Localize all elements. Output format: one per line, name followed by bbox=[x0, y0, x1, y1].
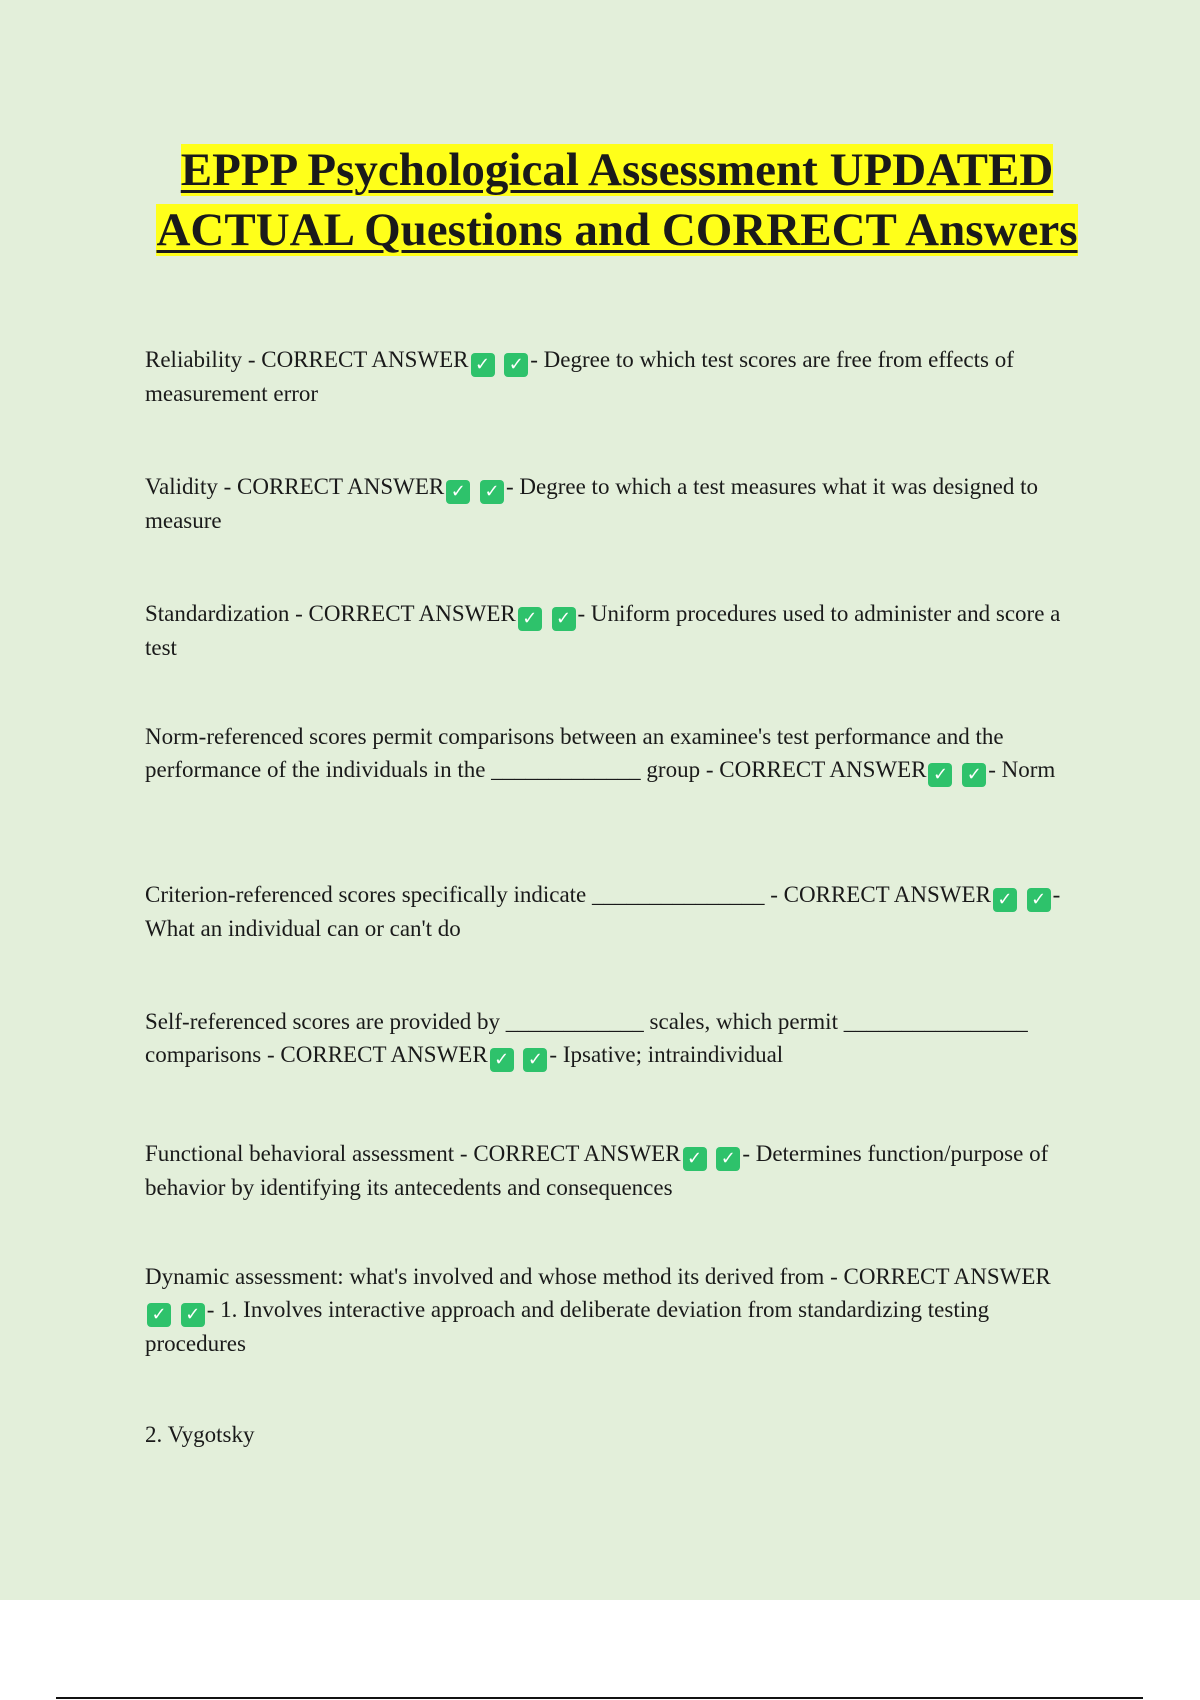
check-icon: ✓ bbox=[523, 1048, 547, 1072]
answer-marker: - CORRECT ANSWER bbox=[459, 1141, 681, 1166]
answer-marker: - CORRECT ANSWER bbox=[770, 882, 991, 907]
question-text: Criterion-referenced scores specifically indicate _______________ bbox=[145, 882, 765, 907]
qa-item-reliability bbox=[145, 343, 1075, 410]
qa-item-criterion-referenced bbox=[145, 878, 1075, 945]
question-text: Functional behavioral assessment bbox=[145, 1141, 455, 1166]
question-text: Standardization bbox=[145, 601, 290, 626]
qa-item-self-referenced bbox=[145, 1005, 1075, 1072]
qa-item-dynamic-assessment bbox=[145, 1260, 1075, 1360]
check-icon: ✓ bbox=[490, 1048, 514, 1072]
check-icon: ✓ bbox=[683, 1147, 707, 1171]
check-icon: ✓ bbox=[471, 353, 495, 377]
document-title-text: EPPP Psychological Assessment UPDATED ACTUAL Questions and CORRECT Answers bbox=[156, 144, 1078, 256]
check-icon: ✓ bbox=[518, 607, 542, 631]
answer-text: - Degree to which test scores are free from effects of measurement error bbox=[145, 347, 1014, 406]
question-text: Self-referenced scores are provided by ____________ scales, which permit ________________ comparisons bbox=[145, 1009, 1028, 1067]
answer-text: - Ipsative; intraindividual bbox=[549, 1042, 784, 1067]
answer-text: - Uniform procedures used to administer and score a test bbox=[145, 601, 1061, 660]
check-icon: ✓ bbox=[552, 607, 576, 631]
answer-text: - Norm bbox=[988, 757, 1056, 782]
check-icon: ✓ bbox=[181, 1303, 205, 1327]
check-icon: ✓ bbox=[716, 1147, 740, 1171]
answer-text: - Determines function/purpose of behavior by identifying its antecedents and consequences bbox=[145, 1141, 1049, 1200]
check-icon: ✓ bbox=[147, 1303, 171, 1327]
answer-marker: - CORRECT ANSWER bbox=[295, 601, 516, 626]
check-icon: ✓ bbox=[1027, 888, 1051, 912]
answer-text: - What an individual can or can't do bbox=[145, 882, 1061, 941]
answer-text: - Degree to which a test measures what it was designed to measure bbox=[145, 474, 1039, 533]
question-text: Norm-referenced scores permit comparisons between an examinee's test performance and the performance of the individuals in the _____________ group bbox=[145, 724, 1004, 782]
qa-item-norm-referenced bbox=[145, 720, 1075, 787]
answer-marker: - CORRECT ANSWER bbox=[267, 1042, 488, 1067]
answer-text: - 1. Involves interactive approach and deliberate deviation from standardizing testing procedures bbox=[145, 1297, 990, 1356]
answer-marker: - CORRECT ANSWER bbox=[247, 347, 469, 372]
check-icon: ✓ bbox=[504, 353, 528, 377]
question-text: Validity bbox=[145, 474, 218, 499]
qa-item-functional-behavioral bbox=[145, 1137, 1075, 1204]
question-text: Dynamic assessment: what's involved and whose method its derived from bbox=[145, 1264, 825, 1289]
qa-item-standardization bbox=[145, 597, 1075, 664]
question-text: Reliability bbox=[145, 347, 243, 372]
footer-rule bbox=[56, 1697, 1143, 1699]
answer-marker: - CORRECT ANSWER bbox=[705, 757, 927, 782]
answer-marker: - CORRECT ANSWER bbox=[223, 474, 445, 499]
document-title bbox=[110, 140, 1124, 260]
check-icon: ✓ bbox=[962, 763, 986, 787]
answer-marker: - CORRECT ANSWER bbox=[830, 1264, 1051, 1289]
check-icon: ✓ bbox=[928, 763, 952, 787]
qa-continuation: 2. Vygotsky bbox=[145, 1422, 255, 1447]
check-icon: ✓ bbox=[993, 888, 1017, 912]
qa-item-validity bbox=[145, 470, 1075, 537]
check-icon: ✓ bbox=[480, 480, 504, 504]
check-icon: ✓ bbox=[446, 480, 470, 504]
